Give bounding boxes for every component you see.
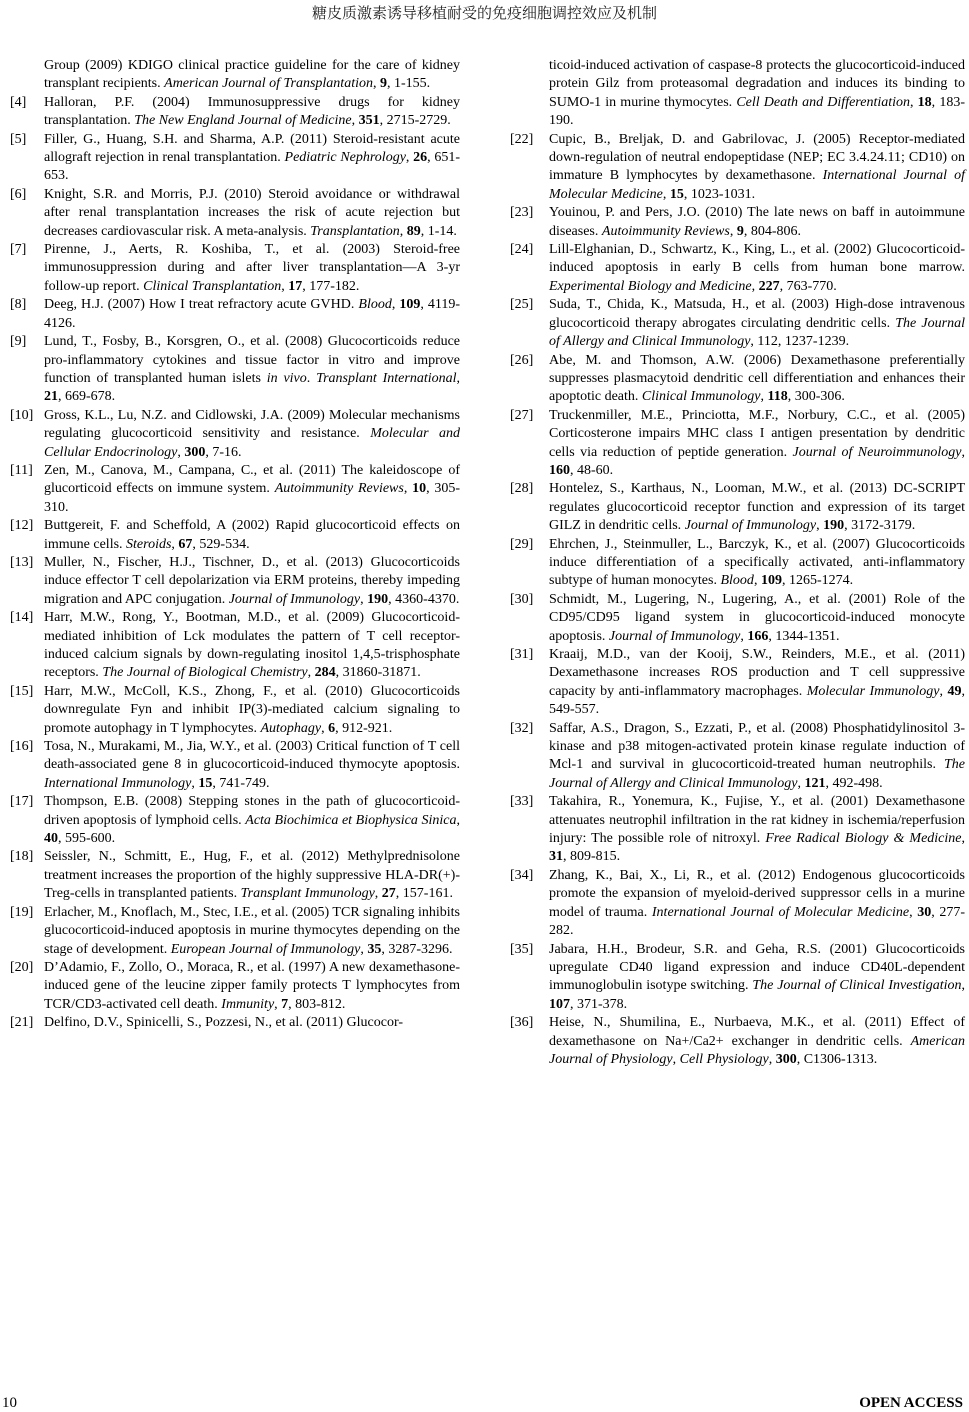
reference-number: [31] — [510, 647, 534, 662]
running-header: 糖皮质激素诱导移植耐受的免疫细胞调控效应及机制 — [311, 4, 657, 22]
reference-segment: Harr, M.W., McColl, K.S., Zhong, F., et al. (2010) Glucocorticoids downregulate Fyn and inhibit IP(3)-mediated calcium signaling to promote autophagy in T lymphocytes. — [44, 683, 460, 736]
reference-text — [549, 793, 965, 867]
reference-text — [549, 720, 965, 794]
reference-segment: , — [768, 1051, 776, 1067]
reference-number: [28] — [510, 481, 534, 497]
reference-segment: Heise, N., Shumilina, E., Nurbaeva, M.K., et al. (2011) Effect of dexamethasone on Na+/Ca2+ exchanger in dendritic cells. — [549, 1015, 965, 1049]
reference-number: [22] — [510, 131, 534, 147]
reference-journal: Steroids — [126, 536, 172, 552]
reference-segment: , — [961, 978, 965, 994]
reference-number: [23] — [510, 205, 534, 221]
reference-number: [5] — [10, 131, 27, 147]
reference-segment: Youinou, P. and Pers, J.O. (2010) The late news on baff in autoimmune diseases. — [549, 205, 965, 239]
reference-text — [549, 941, 965, 1015]
reference-segment: , 4360-4370. — [388, 591, 460, 607]
reference-number: [16] — [10, 739, 34, 755]
reference-volume: 351 — [358, 113, 380, 129]
reference-segment: Halloran, P.F. (2004) Immunosuppressive drugs for kidney transplantation. — [44, 94, 460, 129]
reference-number: [7] — [10, 242, 27, 258]
reference-segment: , 112, 1237-1239. — [750, 334, 850, 350]
reference-text — [549, 867, 965, 941]
reference-entry — [10, 333, 466, 407]
reference-journal: Experimental Biology and Medicine — [549, 278, 752, 294]
reference-journal: Cell Physiology — [679, 1051, 769, 1067]
reference-number: [19] — [10, 904, 34, 920]
reference-number: [26] — [510, 352, 534, 368]
reference-entry — [510, 131, 966, 205]
reference-text — [44, 517, 460, 554]
reference-segment: Deeg, H.J. (2007) How I treat refractory acute GVHD. — [44, 297, 359, 313]
reference-segment: , — [729, 223, 737, 239]
reference-entry — [510, 407, 966, 481]
reference-volume: 190 — [367, 591, 389, 607]
reference-volume: 160 — [549, 462, 570, 478]
reference-number: [32] — [510, 720, 534, 736]
reference-segment: , — [372, 76, 380, 92]
reference-volume: 300 — [775, 1051, 797, 1067]
reference-volume: 121 — [804, 775, 826, 791]
reference-text — [549, 407, 965, 481]
reference-text — [44, 94, 460, 131]
reference-journal: Transplant Immunology — [240, 886, 375, 902]
reference-entry — [10, 683, 466, 738]
reference-text — [549, 480, 965, 535]
reference-volume: 49 — [947, 683, 962, 699]
reference-number: [15] — [10, 683, 34, 699]
reference-segment: , — [910, 94, 918, 110]
reference-segment: , 4119-4126. — [44, 297, 461, 331]
reference-segment: Truckenmiller, M.E., Princiotta, M.F., Norbury, C.C., et al. (2005) Corticosterone impairs MHC class I antigen presentation by dendritic cells via reduction of peptide generation. — [549, 407, 965, 460]
reference-journal: International Immunology — [44, 775, 192, 791]
reference-entry — [10, 186, 466, 241]
reference-volume: 166 — [747, 628, 769, 644]
reference-segment: Kraaij, M.D., van der Kooij, S.W., Reinders, M.E., et al. (2011) Dexamethasone increases ROS production and T cell suppressive capacity by anti-inflammatory macrophages. — [549, 647, 965, 699]
reference-number: [8] — [10, 297, 27, 313]
reference-journal: Blood — [720, 573, 754, 589]
reference-entry — [510, 352, 966, 407]
reference-entry — [510, 867, 966, 941]
reference-text — [44, 333, 460, 407]
reference-segment: Zen, M., Canova, M., Campana, C., et al. (2011) The kaleidoscope of glucorticoid effects on immune system. — [44, 462, 460, 497]
reference-segment: , 1023-1031. — [683, 186, 756, 202]
reference-text — [549, 241, 965, 296]
reference-segment: , — [961, 831, 965, 847]
reference-journal: Journal of Neuroimmunology — [792, 444, 962, 460]
reference-journal: International Journal of Molecular Medicine — [549, 168, 966, 202]
reference-segment: ticoid-induced activation of caspase-8 protects the glucocorticoid-induced protein Gilz from proteasomal degradation and induces its binding to SUMO-1 in murine thymocytes. — [549, 58, 965, 110]
reference-segment: Lund, T., Fosby, B., Korsgren, O., et al. (2008) Glucocorticoids reduce pro-inflammatory cytokines and tissue factor in vitro and improve function of transplanted human islets — [44, 334, 460, 386]
reference-volume: 190 — [823, 518, 845, 534]
reference-journal: Molecular and Cellular Endocrinology — [44, 426, 460, 460]
reference-segment: , — [321, 720, 329, 736]
reference-volume: 31 — [549, 849, 563, 865]
reference-volume: 30 — [917, 904, 932, 920]
reference-segment: , 1344-1351. — [768, 628, 840, 644]
reference-text — [44, 738, 460, 793]
reference-segment: , — [456, 812, 460, 828]
reference-journal: Clinical Transplantation — [143, 278, 282, 294]
reference-segment: , — [360, 591, 368, 607]
reference-journal: The Journal of Biological Chemistry — [102, 665, 308, 681]
reference-entry — [510, 793, 966, 867]
reference-segment: , 595-600. — [58, 831, 116, 847]
reference-number: [35] — [510, 941, 534, 957]
reference-number: [20] — [10, 959, 34, 975]
reference-number: [18] — [10, 849, 34, 865]
reference-text — [44, 241, 460, 296]
reference-number: [24] — [510, 242, 534, 258]
reference-entry — [510, 241, 966, 296]
reference-text — [549, 131, 965, 205]
reference-segment: Zhang, K., Bai, X., Li, R., et al. (2012) Endogenous glucocorticoids promote the expansion of myeloid-derived suppressor cells in a murine model of trauma. — [549, 867, 965, 920]
reference-entry — [10, 462, 466, 517]
reference-segment: , 2715-2729. — [379, 113, 451, 129]
reference-segment: Pirenne, J., Aerts, R. Koshiba, T., et al. (2003) Steroid-free immunosuppression during and after liver transplantation—A 3-yr follow-up report. — [44, 242, 460, 294]
reference-volume: 27 — [381, 886, 396, 902]
reference-journal: American Journal of Transplantation — [164, 76, 373, 92]
reference-text — [44, 904, 460, 959]
reference-segment: , — [740, 628, 748, 644]
reference-number — [10, 57, 44, 94]
reference-volume: 21 — [44, 389, 58, 405]
reference-segment: , — [307, 665, 315, 681]
reference-volume: 109 — [760, 573, 782, 589]
reference-number: [30] — [510, 591, 534, 607]
reference-segment: , 492-498. — [825, 775, 883, 791]
reference-segment: , — [797, 775, 805, 791]
reference-volume: 15 — [198, 775, 213, 791]
reference-volume: 15 — [669, 186, 684, 202]
reference-column-left — [10, 57, 466, 1033]
reference-segment: Cupic, B., Breljak, D. and Gabrilovac, J. (2005) Receptor-mediated down-regulation of neutral endopeptidase (NEP; EC 3.4.24.11; CD10) on immature B lymphocytes by dexamethasone. — [549, 131, 965, 184]
reference-segment: Schmidt, M., Lugering, N., Lugering, A., et al. (2001) Role of the CD95/CD95 ligand system in glucocorticoid-induced monocyte apoptosis. — [549, 591, 965, 644]
reference-segment: , 549-557. — [549, 683, 965, 718]
reference-segment: , — [403, 481, 413, 497]
reference-segment: , — [351, 113, 359, 129]
reference-volume: 227 — [758, 278, 780, 294]
reference-entry — [510, 591, 966, 646]
reference-segment: , 1-155. — [386, 76, 431, 92]
reference-segment: , 809-815. — [563, 849, 621, 865]
reference-number: [13] — [10, 554, 34, 570]
reference-volume: 9 — [736, 223, 744, 239]
reference-segment: D’Adamio, F., Zollo, O., Moraca, R., et al. (1997) A new dexamethasone-induced gene of the leucine zipper family protects T lymphocytes from TCR/CD3-activated cell death. — [44, 959, 460, 1012]
reference-journal: Cell Death and Differentiation — [736, 94, 911, 110]
reference-number: [9] — [10, 334, 27, 350]
reference-volume: 284 — [314, 665, 336, 681]
reference-text — [549, 57, 965, 131]
reference-entry — [10, 609, 466, 683]
reference-volume: 300 — [184, 444, 206, 460]
reference-segment: , — [909, 904, 918, 920]
reference-text — [44, 296, 460, 333]
reference-number: [11] — [10, 462, 33, 478]
reference-entry — [10, 793, 466, 848]
reference-journal: Molecular Immunology — [806, 683, 940, 699]
reference-text — [44, 793, 460, 848]
open-access-label: OPEN ACCESS — [859, 1395, 963, 1411]
reference-volume: 89 — [406, 223, 421, 239]
reference-segment: Saffar, A.S., Dragon, S., Ezzati, P., et al. (2008) Phosphatidylinositol 3-kinase and p38 mitogen-activated protein kinase regulate induction of Mcl-1 and survival in glucocorticoid-treated human neutrophils. — [549, 720, 965, 773]
reference-number: [17] — [10, 794, 34, 810]
reference-entry — [510, 720, 966, 794]
reference-journal: American Journal of Physiology — [549, 1033, 965, 1067]
reference-number: [21] — [10, 1015, 34, 1031]
reference-text — [549, 646, 965, 720]
reference-segment: , 48-60. — [570, 462, 614, 478]
reference-segment: , 912-921. — [335, 720, 393, 736]
reference-segment: . — [306, 370, 317, 386]
reference-entry — [10, 904, 466, 959]
reference-entry — [10, 517, 466, 554]
reference-segment: Abe, M. and Thomson, A.W. (2006) Dexamethasone preferentially suppresses plasmacytoid dendritic cell differentiation and enhances their apoptotic death. — [549, 352, 965, 405]
reference-segment: Thompson, E.B. (2008) Stepping stones in the path of glucocorticoid-driven apoptosis of lymphoid cells. — [44, 794, 460, 828]
reference-entry — [10, 131, 466, 186]
reference-segment: Gross, K.L., Lu, N.Z. and Cidlowski, J.A. (2009) Molecular mechanisms regulating glucocorticoid sensitivity and resistance. — [44, 407, 460, 442]
reference-segment: Ehrchen, J., Steinmuller, L., Barczyk, K., et al. (2007) Glucocorticoids induce differentiation of a specifically activated, anti-inflammatory subtype of human monocytes. — [549, 536, 965, 589]
reference-segment: , — [374, 886, 382, 902]
reference-segment: , 177-182. — [302, 278, 360, 294]
reference-segment: Buttgereit, F. and Scheffold, A (2002) Rapid glucocorticoid effects on immune cells. — [44, 518, 460, 552]
reference-text — [44, 609, 460, 683]
reference-number: [36] — [510, 1015, 534, 1031]
reference-segment: , 804-806. — [743, 223, 801, 239]
reference-segment: , 305-310. — [44, 481, 460, 515]
reference-segment: , — [961, 444, 965, 460]
reference-journal: Acta Biochimica et Biophysica Sinica — [245, 812, 457, 828]
reference-segment: , 31860-31871. — [335, 665, 421, 681]
reference-journal: Free Radical Biology & Medicine — [765, 831, 962, 847]
reference-entry — [10, 407, 466, 462]
reference-entry — [10, 1014, 466, 1032]
reference-text — [44, 959, 460, 1014]
reference-segment: , — [391, 297, 400, 313]
reference-segment: , 529-534. — [192, 536, 250, 552]
reference-segment: , — [760, 389, 768, 405]
reference-text — [44, 407, 460, 462]
reference-journal: Immunity — [221, 996, 275, 1012]
reference-volume: 10 — [412, 481, 427, 497]
reference-entry — [10, 554, 466, 609]
reference-entry — [10, 738, 466, 793]
reference-text — [549, 591, 965, 646]
reference-segment: , — [171, 536, 179, 552]
reference-volume: 109 — [399, 297, 421, 313]
reference-segment: , — [751, 278, 759, 294]
reference-segment: , — [672, 1051, 680, 1067]
reference-number: [6] — [10, 186, 27, 202]
reference-entry — [10, 959, 466, 1014]
reference-segment: , — [456, 370, 460, 386]
reference-entry — [10, 848, 466, 903]
reference-entry — [510, 204, 966, 241]
reference-segment: , 300-306. — [787, 389, 845, 405]
reference-number: [10] — [10, 407, 34, 423]
reference-entry — [10, 94, 466, 131]
reference-entry — [510, 646, 966, 720]
reference-text — [44, 554, 460, 609]
reference-journal: Autoimmunity Reviews — [274, 481, 404, 497]
reference-segment: Suda, T., Chida, K., Matsuda, H., et al. (2003) High-dose intravenous glucocorticoid therapy abrogates circulating dendritic cells. — [549, 297, 965, 331]
reference-journal: Clinical Immunology — [641, 389, 761, 405]
reference-text — [549, 1014, 965, 1069]
reference-volume: 107 — [549, 996, 570, 1012]
reference-segment: Jabara, H.H., Brodeur, S.R. and Geha, R.S. (2001) Glucocorticoids upregulate CD40 ligand expression and induce CD40L-dependent immunoglobulin isotype switching. — [549, 941, 965, 994]
reference-segment: , 1265-1274. — [781, 573, 854, 589]
reference-journal: in vivo — [266, 370, 307, 386]
reference-number: [34] — [510, 867, 534, 883]
reference-segment: , — [281, 278, 289, 294]
reference-segment: , 763-770. — [779, 278, 837, 294]
reference-volume: 7 — [281, 996, 289, 1012]
reference-segment: Knight, S.R. and Morris, P.J. (2010) Steroid avoidance or withdrawal after renal transplantation increases the risk of acute rejection but decreases cardiovascular risk. A meta-analysis. — [44, 186, 460, 239]
reference-volume: 26 — [413, 150, 428, 166]
reference-journal: Journal of Immunology — [608, 628, 741, 644]
reference-segment: , 1-14. — [420, 223, 457, 239]
reference-journal: Blood — [358, 297, 392, 313]
reference-segment: , 803-812. — [288, 996, 346, 1012]
reference-text — [549, 296, 965, 351]
reference-entry — [10, 296, 466, 333]
reference-journal: The Journal of Clinical Investigation — [752, 978, 962, 994]
reference-volume: 9 — [379, 76, 387, 92]
reference-journal: Journal of Immunology — [684, 518, 817, 534]
reference-number: [27] — [510, 407, 534, 423]
reference-number: [29] — [510, 536, 534, 552]
reference-entry — [510, 296, 966, 351]
reference-segment: Muller, N., Fischer, H.J., Tischner, D., et al. (2013) Glucocorticoids induce effector T cell depolarization via ERM proteins, thereby impeding migration and APC conjugation. — [44, 554, 460, 607]
reference-segment: Harr, M.W., Rong, Y., Bootman, M.D., et al. (2009) Glucocorticoid-mediated inhibition of Lck modulates the pattern of T cell receptor-induced calcium signals by down-regulating inositol 1,4,5-trisphosphate receptors. — [44, 610, 460, 681]
reference-number: [12] — [10, 518, 34, 534]
reference-text — [44, 131, 460, 186]
reference-segment: , 3172-3179. — [844, 518, 916, 534]
reference-volume: 35 — [367, 941, 382, 957]
reference-volume: 6 — [328, 720, 336, 736]
reference-journal: Journal of Immunology — [228, 591, 361, 607]
reference-text — [44, 186, 460, 241]
reference-journal: The Journal of Allergy and Clinical Immunology — [549, 757, 965, 791]
reference-text — [44, 57, 460, 94]
reference-segment: , 3287-3296. — [381, 941, 453, 957]
reference-journal: The Journal of Allergy and Clinical Immunology — [549, 315, 965, 350]
reference-text — [549, 536, 965, 591]
reference-volume: 40 — [44, 831, 58, 847]
reference-number: [14] — [10, 610, 34, 626]
reference-segment: , 651-653. — [44, 150, 460, 184]
reference-segment: Filler, G., Huang, S.H. and Sharma, A.P. (2011) Steroid-resistant acute allograft rejection in renal transplantation. — [44, 131, 460, 166]
reference-number — [510, 57, 549, 131]
reference-journal: Autophagy — [260, 720, 322, 736]
reference-number: [25] — [510, 297, 534, 313]
reference-segment: Seissler, N., Schmitt, E., Hug, F., et al. (2012) Methylprednisolone treatment increases the proportion of the highly suppressive HLA-DR(+)-Treg-cells in transplanted patients. — [44, 849, 460, 902]
reference-text — [44, 462, 460, 517]
reference-volume: 18 — [917, 94, 932, 110]
reference-entry — [510, 536, 966, 591]
reference-text — [44, 683, 460, 738]
reference-segment: , — [399, 223, 407, 239]
reference-journal: Pediatric Nephrology — [284, 150, 406, 166]
reference-segment: Delfino, D.V., Spinicelli, S., Pozzesi, N., et al. (2011) Glucocor- — [44, 1015, 403, 1031]
reference-entry — [510, 941, 966, 1015]
reference-journal: European Journal of Immunology — [170, 941, 361, 957]
reference-number: [33] — [510, 794, 534, 810]
reference-segment: , 183-190. — [549, 94, 965, 129]
reference-segment: Lill-Elghanian, D., Schwartz, K., King, L., et al. (2002) Glucocorticoid-induced apoptosis in early B cells from human bone marrow. — [549, 242, 965, 276]
reference-number: [4] — [10, 94, 27, 110]
reference-segment: , — [662, 186, 670, 202]
reference-text — [44, 848, 460, 903]
reference-segment: , — [939, 683, 948, 699]
reference-journal: Autoimmunity Reviews — [601, 223, 730, 239]
reference-volume: 67 — [178, 536, 193, 552]
reference-segment: , 277-282. — [549, 904, 965, 939]
reference-segment: , — [360, 941, 368, 957]
reference-entry — [510, 57, 966, 131]
reference-journal: Transplantation — [310, 223, 400, 239]
reference-segment: Erlacher, M., Knoflach, M., Stec, I.E., et al. (2005) TCR signaling inhibits glucocorticoid-induced apoptosis in murine thymocytes depending on the stage of development. — [44, 904, 460, 957]
reference-segment: , 669-678. — [58, 389, 116, 405]
reference-segment: , — [753, 573, 761, 589]
reference-segment: , 157-161. — [395, 886, 453, 902]
reference-segment: , — [177, 444, 185, 460]
reference-segment: , C1306-1313. — [796, 1051, 878, 1067]
reference-volume: 118 — [767, 389, 788, 405]
reference-text — [549, 204, 965, 241]
reference-entry — [510, 480, 966, 535]
reference-text — [44, 1014, 460, 1032]
reference-text — [549, 352, 965, 407]
reference-column-right — [510, 57, 966, 1069]
reference-segment: Takahira, R., Yonemura, K., Fujise, Y., et al. (2001) Dexamethasone attenuates neutrophil infiltration in the rat kidney in ischemia/reperfusion injury: The possible role of nitroxyl. — [549, 794, 965, 847]
reference-journal: Transplant International — [316, 370, 457, 386]
reference-entry — [10, 241, 466, 296]
reference-journal: The New England Journal of Medicine — [134, 113, 352, 129]
reference-segment: , — [405, 150, 414, 166]
reference-entry — [510, 1014, 966, 1069]
reference-segment: , — [816, 518, 824, 534]
reference-segment: Tosa, N., Murakami, M., Jia, W.Y., et al. (2003) Critical function of T cell death-associated gene 8 in glucocorticoid-induced thymocyte apoptosis. — [44, 739, 460, 773]
page-number: 10 — [2, 1395, 17, 1411]
reference-segment: Hontelez, S., Karthaus, N., Looman, M.W., et al. (2013) DC-SCRIPT regulates glucocorticoid receptor function and expression of its target GILZ in dendritic cells. — [549, 481, 965, 534]
reference-journal: International Journal of Molecular Medicine — [651, 904, 910, 920]
reference-segment: , — [191, 775, 199, 791]
reference-volume: 17 — [288, 278, 303, 294]
reference-segment: , 7-16. — [205, 444, 242, 460]
reference-segment: , 741-749. — [212, 775, 270, 791]
reference-segment: , 371-378. — [570, 996, 628, 1012]
reference-entry — [10, 57, 466, 94]
reference-segment: Group (2009) KDIGO clinical practice guideline for the care of kidney transplant recipients. — [44, 58, 460, 92]
reference-segment: , — [274, 996, 282, 1012]
